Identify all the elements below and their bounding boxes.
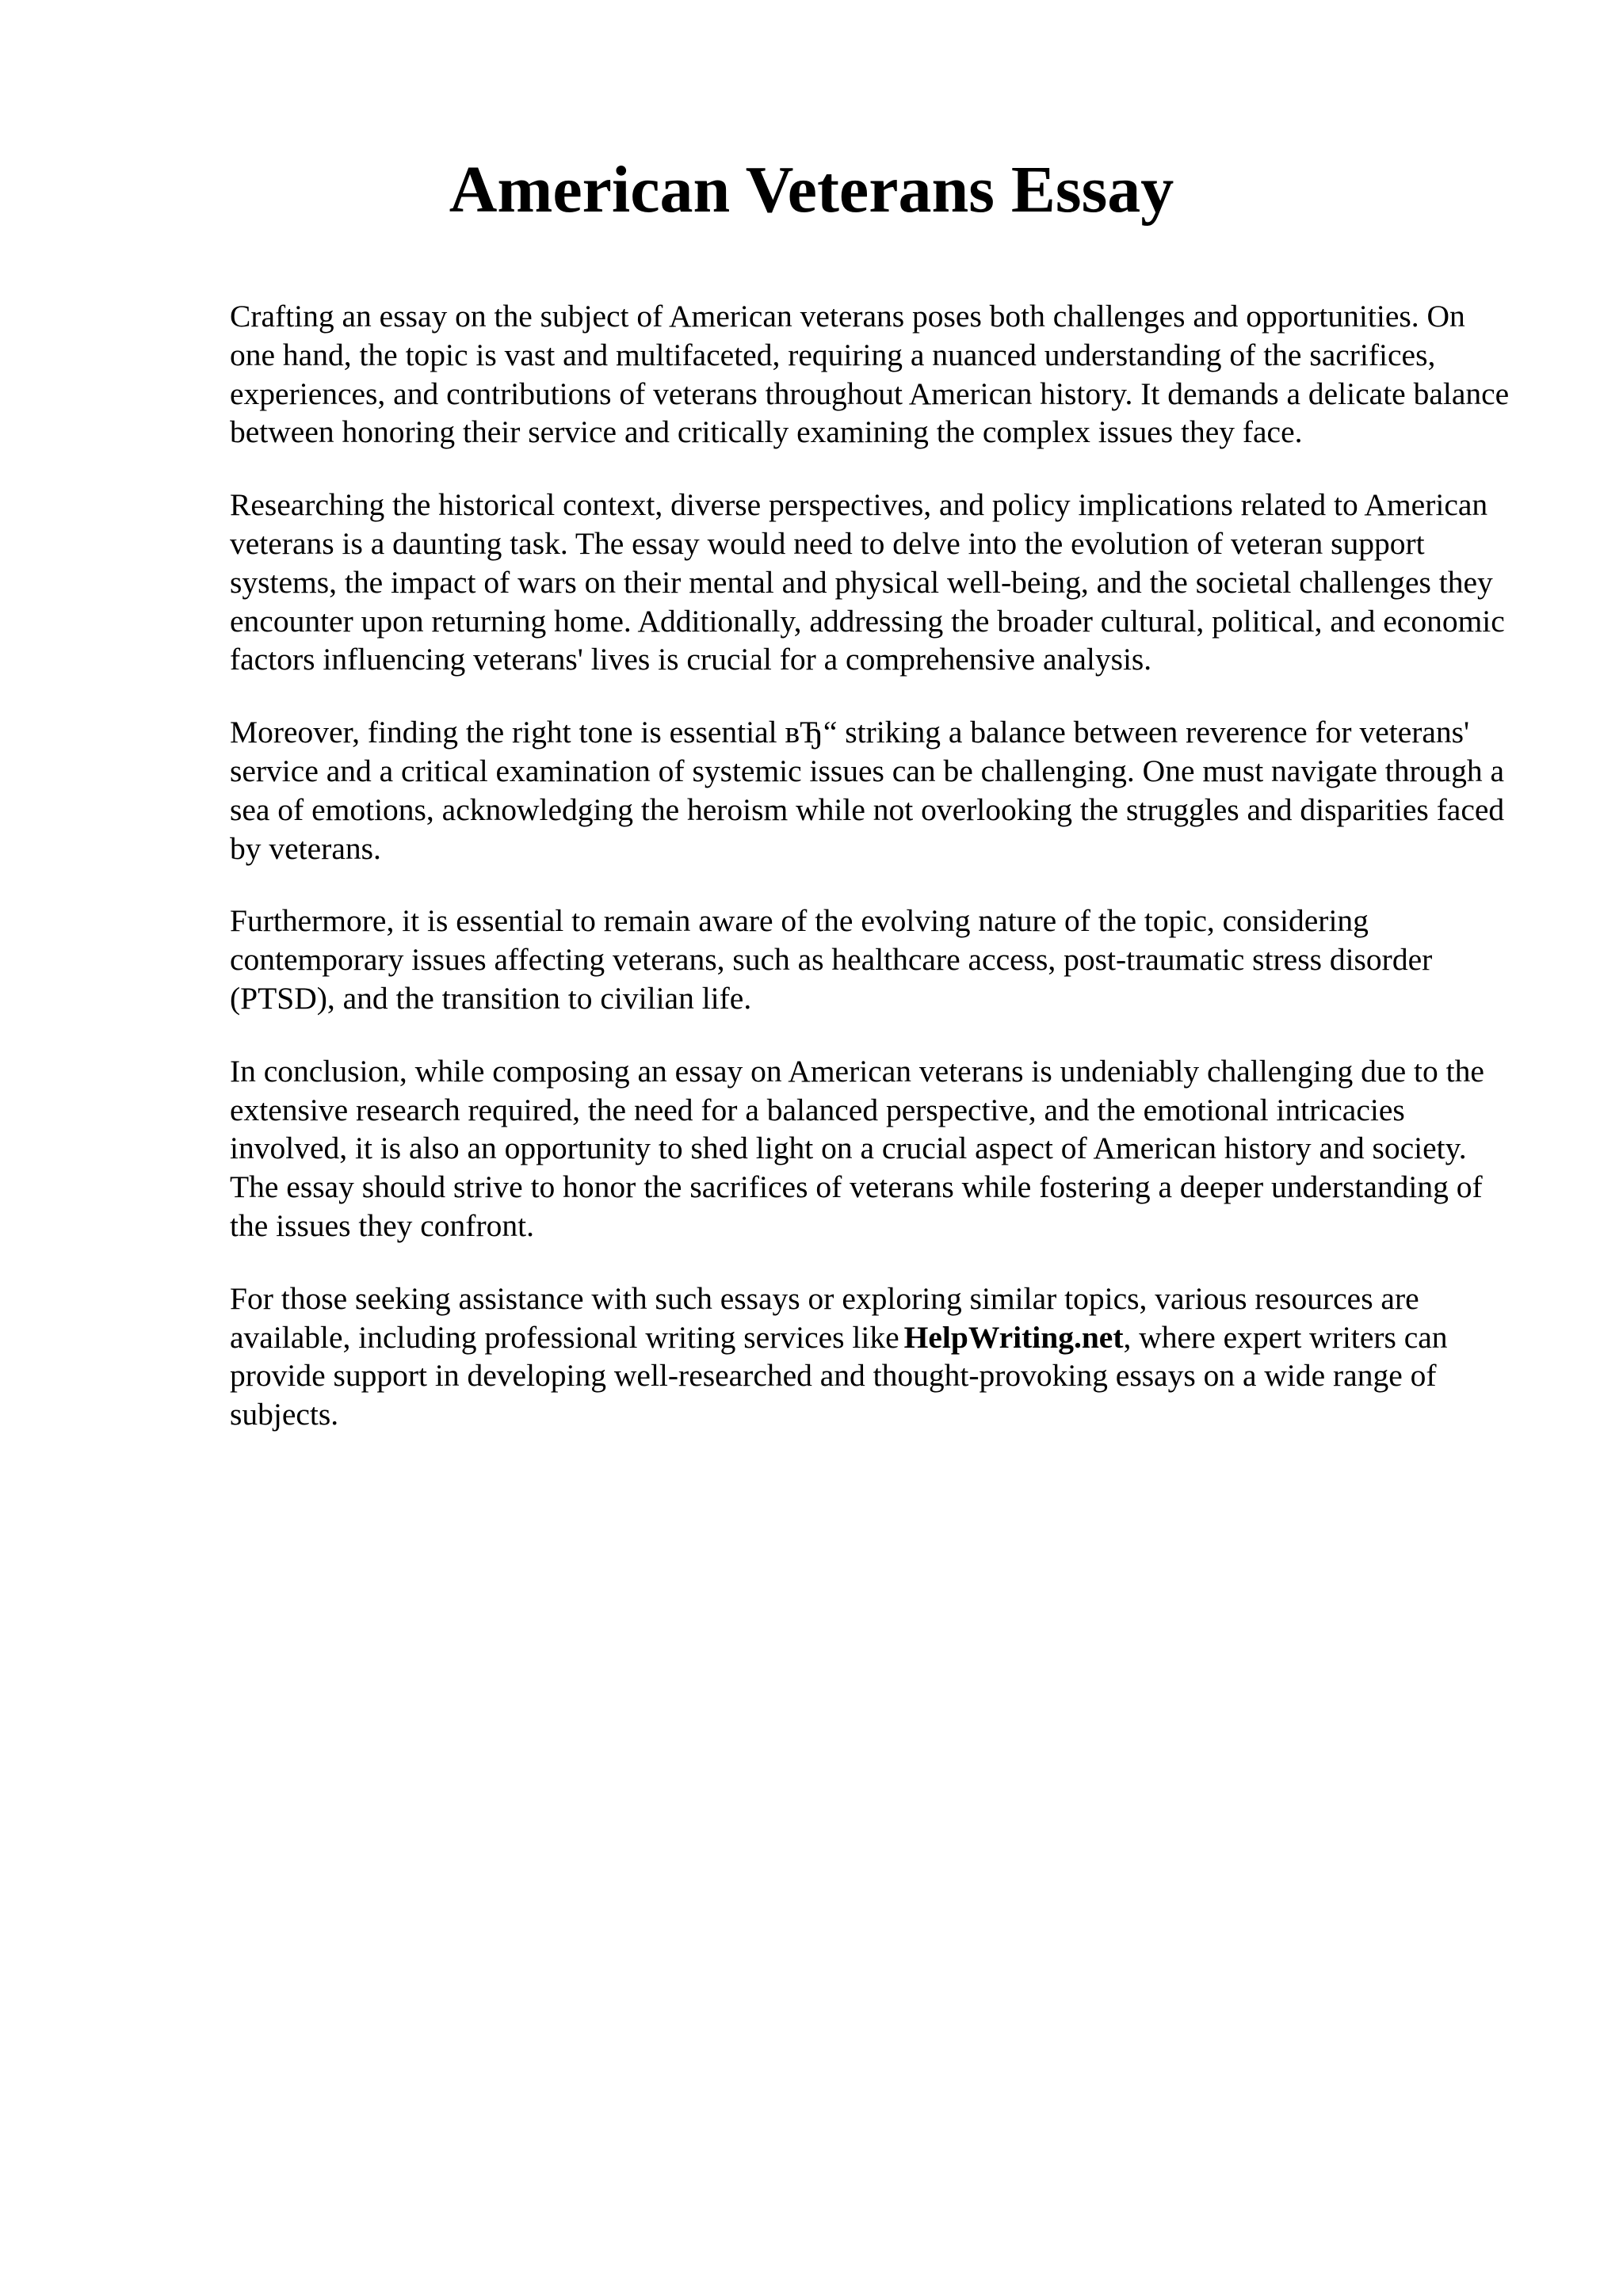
essay-body bbox=[230, 297, 1514, 1468]
paragraph-1: Crafting an essay on the subject of American veterans poses both challenges and opportunities. On one hand, the topic is vast and multifaceted, requiring a nuanced understanding of the sacrifices, experiences, and contributions of veterans throughout American history. It demands a delicate balance between honoring their service and critically examining the complex issues they face. bbox=[230, 299, 1510, 450]
paragraph-3: Moreover, finding the right tone is essential вЂ“ striking a balance between reverence for veterans' service and a critical examination of systemic issues can be challenging. One must navigate through a sea of emotions, acknowledging the heroism while not overlooking the struggles and disparities faced by veterans. bbox=[230, 715, 1505, 866]
page-title: American Veterans Essay bbox=[449, 153, 1174, 227]
paragraph-5: In conclusion, while composing an essay on American veterans is undeniably challenging due to the extensive research required, the need for a balanced perspective, and the emotional intricacies involved, it is also an opportunity to shed light on a crucial aspect of American history and society. The essay should strive to honor the sacrifices of veterans while fostering a deeper understanding of the issues they confront. bbox=[230, 1053, 1484, 1243]
paragraph-6-lead: For those seeking assistance with such essays or exploring similar topics, various resources are available, including professional writing services like bbox=[230, 1280, 1419, 1355]
paragraph-4: Furthermore, it is essential to remain aware of the evolving nature of the topic, considering contemporary issues affecting veterans, such as healthcare access, post-traumatic stress disorder (PTSD), and the transition to civilian life. bbox=[230, 903, 1433, 1016]
paragraph-6 bbox=[230, 1280, 1514, 1434]
helpwriting-link[interactable]: HelpWriting.net bbox=[903, 1319, 1124, 1355]
paragraph-2: Researching the historical context, diverse perspectives, and policy implications related to American veterans is a daunting task. The essay would need to delve into the evolution of veteran support systems, the impact of wars on their mental and physical well-being, and the societal challenges they encounter upon returning home. Additionally, addressing the broader cultural, political, and economic factors influencing veterans' lives is crucial for a comprehensive analysis. bbox=[230, 487, 1505, 677]
paragraph-6-tail: , where expert writers can provide support in developing well-researched and thought-provoking essays on a wide range of subjects. bbox=[230, 1319, 1448, 1432]
